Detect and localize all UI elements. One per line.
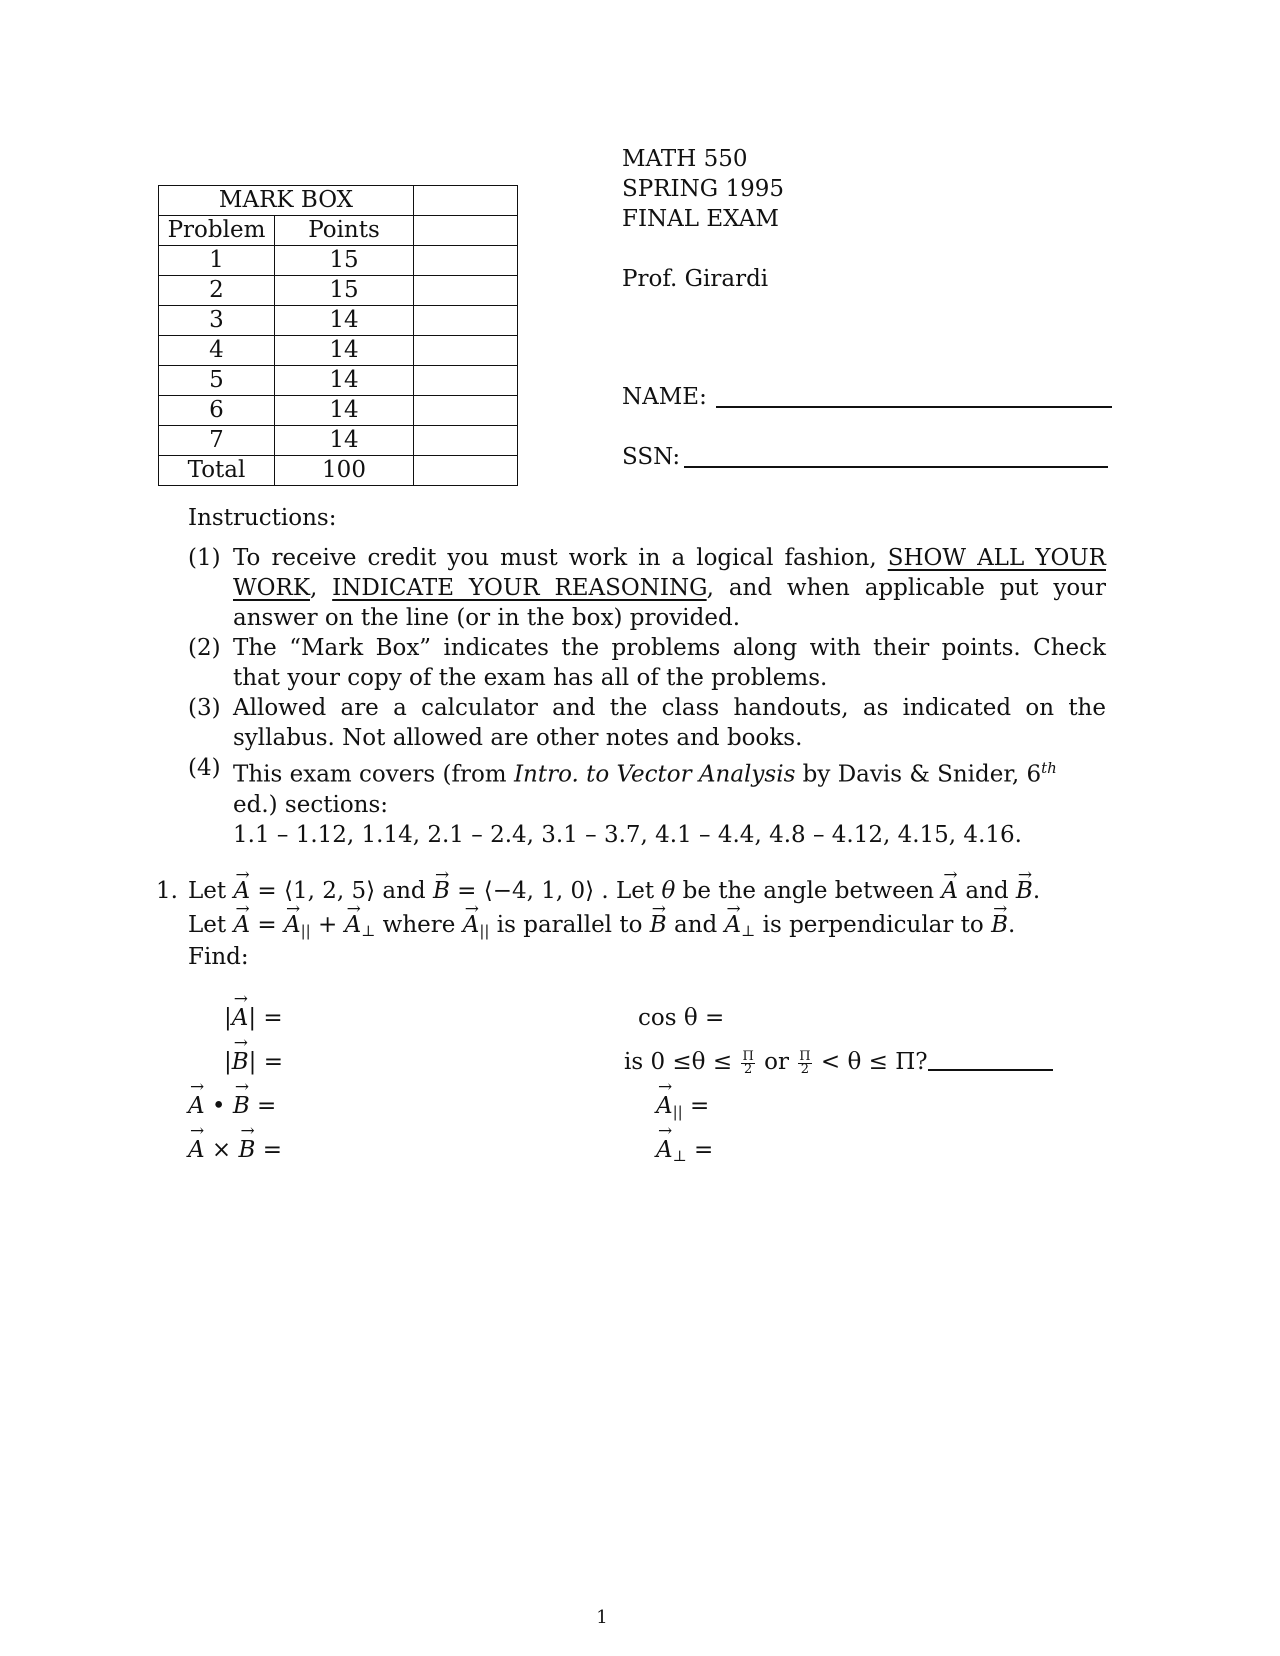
problem-text: Let — [188, 878, 227, 904]
points-cell: 100 — [275, 456, 414, 486]
points-cell: 14 — [275, 306, 414, 336]
answer-text: is 0 ≤θ ≤ — [624, 1049, 740, 1075]
answer-dot-product[interactable] — [188, 1093, 276, 1119]
vector-B-value: = ⟨−4, 1, 0⟩ . Let — [449, 878, 662, 904]
problem-1-line-1 — [188, 874, 1108, 908]
answer-text: = — [682, 1093, 710, 1119]
vector-A: → A — [345, 908, 362, 942]
angle-answer-line[interactable] — [928, 1069, 1053, 1071]
ssn-field[interactable] — [684, 466, 1108, 468]
problem-cell: Total — [159, 456, 275, 486]
answer-text: = — [255, 1137, 283, 1163]
col-problem-header: Problem — [159, 216, 275, 246]
find-label: Find: — [188, 944, 249, 970]
vector-A: → A — [284, 908, 301, 942]
cross-operator: × — [204, 1137, 239, 1163]
answer-angle-range[interactable] — [624, 1049, 1053, 1076]
table-row — [159, 306, 518, 336]
problem-cell: 3 — [159, 306, 275, 336]
vector-B: → B — [232, 1049, 249, 1075]
score-cell[interactable] — [414, 366, 518, 396]
instruction-number: (4) — [188, 755, 221, 781]
instruction-text: by Davis & Snider, 6 — [795, 761, 1042, 788]
ssn-label: SSN: — [622, 444, 681, 470]
points-cell: 14 — [275, 336, 414, 366]
vector-A: → A — [656, 1093, 673, 1119]
instruction-text: , and when applicable put your answer on the line (or in the box) provided. — [233, 575, 1106, 631]
problem-cell: 6 — [159, 396, 275, 426]
table-row — [159, 246, 518, 276]
mark-box-header-row — [159, 216, 518, 246]
instruction-text: This exam covers (from — [233, 761, 514, 788]
vector-B: → B — [433, 874, 450, 908]
pi-over-2-fraction — [741, 1048, 754, 1077]
problem-cell: 4 — [159, 336, 275, 366]
problem-text: . — [1032, 878, 1041, 904]
fraction-numerator: Π — [742, 1048, 754, 1064]
col-score-header — [414, 216, 518, 246]
mark-box-title: MARK BOX — [159, 186, 414, 216]
mark-box-table — [158, 185, 518, 486]
score-cell[interactable] — [414, 336, 518, 366]
exam-title: FINAL EXAM — [622, 206, 779, 232]
vector-A: → A — [463, 908, 480, 942]
underlined-reasoning: INDICATE YOUR REASONING — [332, 575, 707, 601]
points-cell: 14 — [275, 366, 414, 396]
problem-text: be the angle between — [675, 878, 942, 904]
vector-A: → A — [232, 1005, 249, 1031]
vector-A: → A — [941, 874, 958, 908]
answer-magnitude-A[interactable]: |→ A| = — [224, 1005, 283, 1031]
vector-B: → B — [650, 908, 667, 942]
perp-subscript: ⊥ — [361, 922, 376, 940]
edition-superscript: th — [1041, 759, 1057, 777]
dot-operator: • — [204, 1093, 233, 1119]
score-cell[interactable] — [414, 306, 518, 336]
answer-magnitude-B[interactable]: |→ B| = — [224, 1049, 283, 1075]
instructions-title: Instructions: — [188, 505, 337, 531]
problem-text: and — [958, 878, 1016, 904]
problem-text: is perpendicular to — [755, 912, 992, 938]
answer-A-parallel[interactable] — [656, 1093, 709, 1121]
table-row — [159, 336, 518, 366]
fraction-denominator: 2 — [800, 1061, 810, 1077]
vector-B: → B — [991, 908, 1008, 942]
instruction-item-3 — [188, 693, 1106, 753]
problem-1-line-2 — [188, 908, 1108, 948]
vector-A: → A — [233, 874, 250, 908]
score-cell[interactable] — [414, 456, 518, 486]
name-label: NAME: — [622, 384, 707, 410]
fraction-denominator: 2 — [743, 1061, 753, 1077]
points-cell: 15 — [275, 276, 414, 306]
mark-box-title-spacer — [414, 186, 518, 216]
answer-text: | = — [248, 1005, 283, 1031]
instruction-number: (3) — [188, 695, 221, 721]
book-title: Intro. to Vector Analysis — [513, 761, 796, 788]
vector-B: → B — [1016, 874, 1033, 908]
instruction-item-2 — [188, 633, 1106, 693]
answer-cross-product[interactable] — [188, 1137, 282, 1163]
problem-text: . — [1008, 912, 1016, 938]
answer-text: or — [756, 1049, 797, 1075]
vector-A-value: = ⟨1, 2, 5⟩ and — [250, 878, 433, 904]
term-label: SPRING 1995 — [622, 176, 784, 202]
perp-subscript: ⊥ — [741, 922, 756, 940]
instruction-number: (1) — [188, 545, 221, 571]
table-row — [159, 426, 518, 456]
problem-cell: 1 — [159, 246, 275, 276]
professor-name: Prof. Girardi — [622, 266, 769, 292]
answer-cos-theta[interactable]: cos θ = — [638, 1005, 725, 1031]
score-cell[interactable] — [414, 426, 518, 456]
score-cell[interactable] — [414, 246, 518, 276]
problem-text: + — [310, 912, 345, 938]
pi-over-2-fraction — [798, 1048, 811, 1077]
parallel-subscript: || — [479, 922, 490, 940]
table-row-total — [159, 456, 518, 486]
vector-B: → B — [233, 1093, 250, 1119]
table-row — [159, 276, 518, 306]
points-cell: 14 — [275, 396, 414, 426]
instruction-text: Allowed are a calculator and the class handouts, as indicated on the syllabus. Not allowed are other notes and books. — [233, 695, 1106, 751]
course-title: MATH 550 — [622, 146, 748, 172]
instruction-text: , — [310, 575, 333, 601]
answer-text: = — [249, 1093, 277, 1119]
problem-text: = — [250, 912, 284, 938]
vector-A: → A — [233, 908, 250, 942]
name-field[interactable] — [716, 406, 1112, 408]
table-row — [159, 366, 518, 396]
score-cell[interactable] — [414, 276, 518, 306]
parallel-subscript: || — [672, 1103, 683, 1121]
answer-text: = — [686, 1137, 714, 1163]
score-cell[interactable] — [414, 396, 518, 426]
vector-A: → A — [725, 908, 742, 942]
problem-cell: 7 — [159, 426, 275, 456]
answer-text: | = — [248, 1049, 283, 1075]
problem-cell: 5 — [159, 366, 275, 396]
instruction-text: To receive credit you must work in a logical fashion, — [233, 545, 888, 571]
page-number: 1 — [596, 1607, 608, 1628]
instruction-item-1 — [188, 543, 1106, 633]
problem-text: where — [375, 912, 463, 938]
instruction-number: (2) — [188, 635, 221, 661]
instruction-item-4 — [188, 753, 1106, 850]
instruction-text: The “Mark Box” indicates the problems along with their points. Check that your copy of the exam has all of the problems. — [233, 635, 1106, 691]
instruction-text: ed.) sections: — [233, 791, 389, 818]
table-row — [159, 396, 518, 426]
vector-A: → A — [656, 1137, 673, 1163]
problem-text: is parallel to — [489, 912, 650, 938]
answer-text: < θ ≤ Π? — [813, 1049, 928, 1075]
underlined-show-work: SHOW ALL YOUR WORK — [233, 545, 1106, 601]
problem-text: Let — [188, 912, 227, 938]
points-cell: 14 — [275, 426, 414, 456]
vector-A: → A — [188, 1137, 205, 1163]
problem-number: 1. — [156, 878, 178, 904]
perp-subscript: ⊥ — [672, 1147, 687, 1165]
parallel-subscript: || — [300, 922, 311, 940]
points-cell: 15 — [275, 246, 414, 276]
problem-text: and — [666, 912, 725, 938]
sections-list: 1.1 – 1.12, 1.14, 2.1 – 2.4, 3.1 – 3.7, 4.1 – 4.4, 4.8 – 4.12, 4.15, 4.16. — [233, 821, 1022, 848]
theta-symbol: θ — [661, 878, 676, 904]
problem-cell: 2 — [159, 276, 275, 306]
vector-B: → B — [239, 1137, 256, 1163]
col-points-header: Points — [275, 216, 414, 246]
fraction-numerator: Π — [799, 1048, 811, 1064]
answer-A-perp[interactable] — [656, 1137, 713, 1165]
vector-A: → A — [188, 1093, 205, 1119]
